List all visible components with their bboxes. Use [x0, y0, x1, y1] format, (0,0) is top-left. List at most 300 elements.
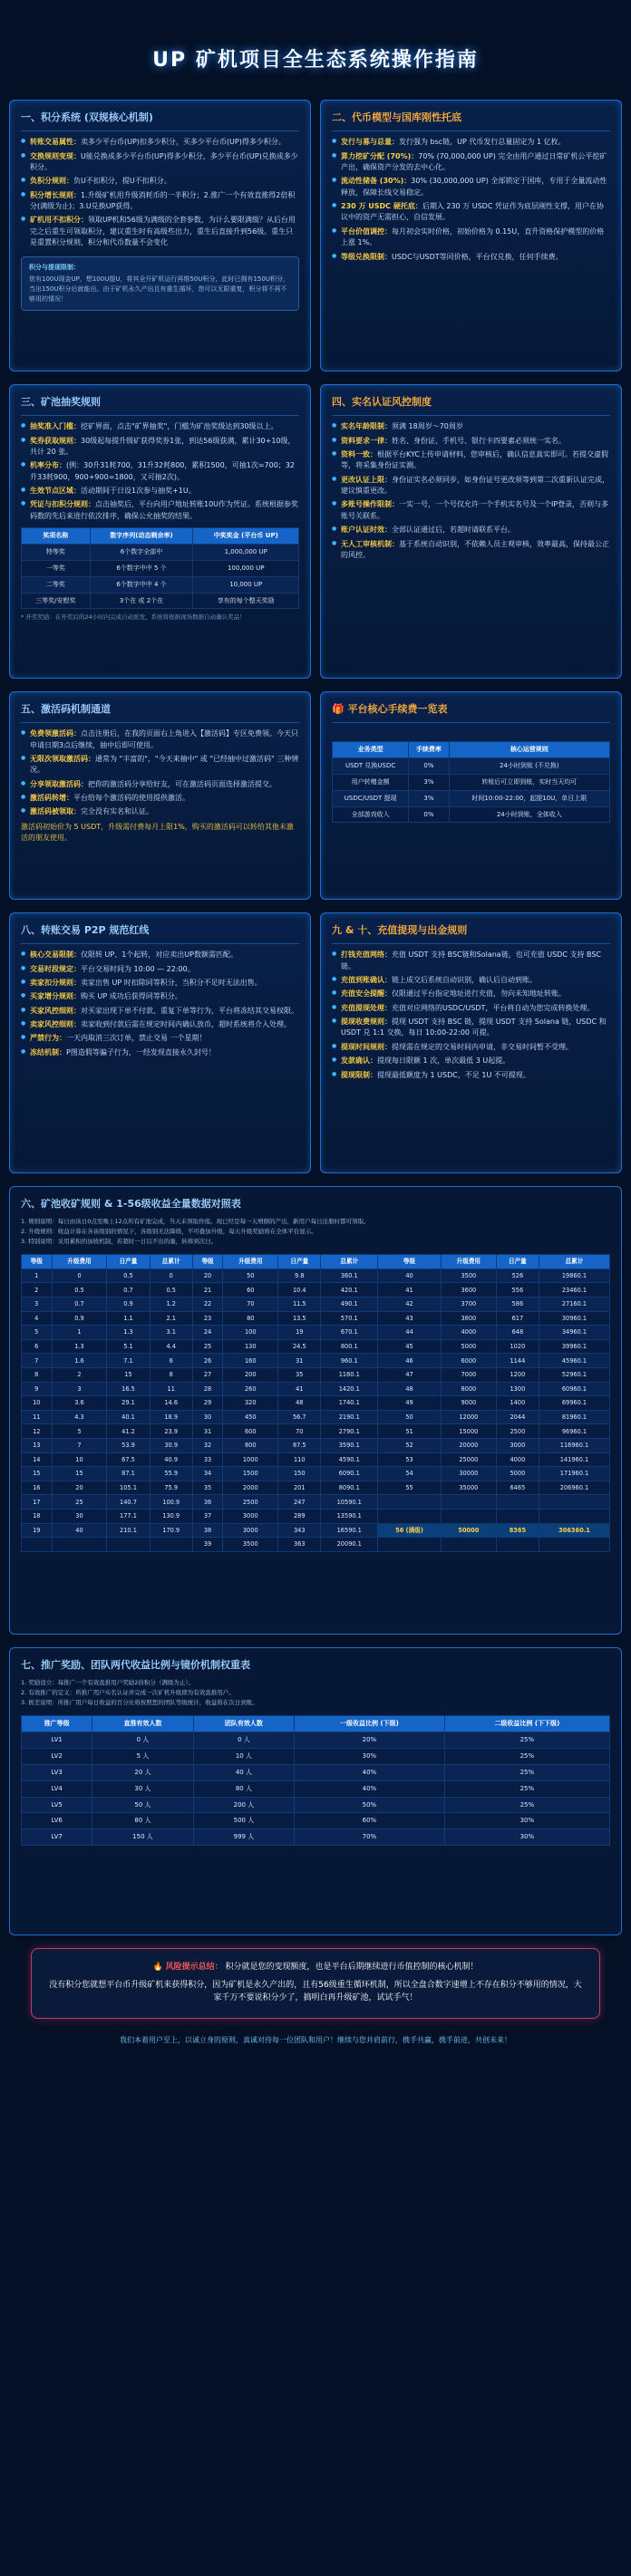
- section-title: 一、积分系统 (双规核心机制): [21, 110, 299, 131]
- table-cell: 600: [223, 1424, 278, 1439]
- table-cell: 3000: [223, 1509, 278, 1523]
- table-cell: 4590.1: [321, 1452, 378, 1467]
- table-cell: 6个数字中中 5 个: [90, 560, 193, 576]
- list-item: [21, 793, 299, 804]
- table-cell: 260: [223, 1382, 278, 1396]
- table-cell: 0 人: [92, 1732, 193, 1749]
- table-row: [333, 757, 610, 774]
- table-cell: 二等奖: [22, 576, 91, 593]
- list-item: [332, 252, 610, 263]
- table-cell: 150 人: [92, 1829, 193, 1846]
- table-cell: 7: [22, 1354, 53, 1368]
- table-cell: 35000: [441, 1481, 496, 1495]
- table-cell: [441, 1538, 496, 1552]
- column-header: 团队有效人数: [193, 1716, 294, 1732]
- table-cell: 150: [278, 1467, 321, 1481]
- table-cell: 20000: [441, 1439, 496, 1453]
- item-key: 等级兑换限制：: [341, 252, 392, 261]
- table-cell: LV6: [22, 1813, 92, 1829]
- description: [21, 1678, 610, 1708]
- table-cell: 55.9: [150, 1467, 192, 1481]
- table-row: [333, 774, 610, 790]
- table-cell: 30.9: [150, 1439, 192, 1453]
- table-row: [22, 1748, 610, 1764]
- item-value: 平台交易时间为 10:00 — 22:00。: [81, 964, 195, 973]
- section-title: 五、激活码机制通道: [21, 701, 299, 723]
- table-row: [22, 560, 299, 576]
- column-header: 日产量: [107, 1255, 150, 1269]
- table-cell: 享有的每个整天奖励: [193, 593, 299, 609]
- table-cell: 29: [192, 1396, 223, 1411]
- table-cell: 130.9: [150, 1509, 192, 1523]
- list-item: [21, 176, 299, 187]
- table-cell: 18.9: [150, 1410, 192, 1424]
- table-cell: 29.1: [107, 1396, 150, 1411]
- table-cell: 6个数字中中 4 个: [90, 576, 193, 593]
- table-cell: 2500: [496, 1424, 539, 1439]
- item-key: 生效节点区域：: [30, 487, 81, 496]
- table-cell: 10590.1: [321, 1495, 378, 1510]
- table-row: [22, 1732, 610, 1749]
- page-title: UP 矿机项目全生态系统操作指南: [152, 49, 479, 72]
- column-header: 二级收益比例 (下下级): [444, 1716, 609, 1732]
- table-cell: 140.7: [107, 1495, 150, 1510]
- column-header: 日产量: [496, 1255, 539, 1269]
- item-value: 1.升级矿机用升级消耗币的一半积分；2.推广一个有效直推得2倍积分(满级为止)；3.U兑换UP获得。: [30, 190, 296, 211]
- list-item: [21, 1006, 299, 1017]
- table-cell: 3.1: [150, 1326, 192, 1340]
- item-value: 点击注册后，在我的页面右上角进入【激活码】专区免费领。今天只申请日期3点后继续，抽中后即可使用。: [30, 729, 298, 749]
- table-cell: 170.9: [150, 1523, 192, 1538]
- table-cell: 3: [52, 1382, 107, 1396]
- section-mining-table: [9, 1186, 622, 1635]
- table-cell: 9.8: [278, 1269, 321, 1283]
- section-kyc: [320, 384, 622, 679]
- item-value: 充值对应网络的USDC/USDT，平台将自动为您完成转换处理。: [392, 1003, 595, 1012]
- table-cell: 80 人: [193, 1780, 294, 1797]
- item-key: 230 万 USDC 硬托底：: [341, 202, 422, 211]
- table-cell: 30%: [295, 1748, 445, 1764]
- item-key: 卖家风控细则：: [30, 1020, 81, 1029]
- table-cell: 41: [278, 1382, 321, 1396]
- item-value: 领取UP机和56级为满级的全套参数，为计么要限满级？从后台用完之后重生可领取积分，建议重生时有高级些出力，重生后直接升到56级。重生只是重置积分规则，积分和代币数量不会变化: [30, 216, 296, 247]
- table-cell: 6个数字全部中: [90, 545, 193, 561]
- item-value: 70% (70,000,000 UP) 完全由用户通过日常矿机公平挖矿产出，确保资产分发的去中心化。: [341, 151, 607, 171]
- item-value: 一实一号，一个号仅允许一个手机实名号及一个IP登录，否则与多账号关联系。: [341, 500, 609, 520]
- table-cell: 34960.1: [539, 1326, 609, 1340]
- table-row: [22, 1829, 610, 1846]
- item-value: 通常为 "丰富的"，"今天来抽中" 或 "已经抽中过激活码" 三种情况。: [30, 754, 299, 775]
- list-item: [21, 806, 299, 817]
- mining-level-table: [21, 1254, 610, 1551]
- table-cell: 24小时到账 (不兑换): [449, 757, 609, 774]
- item-key: 核心交易限制：: [30, 950, 81, 960]
- table-cell: 8365: [496, 1523, 539, 1538]
- list-item: [21, 151, 299, 174]
- list-item: [21, 779, 299, 790]
- table-cell: 4000: [496, 1452, 539, 1467]
- list-item: [332, 1070, 610, 1081]
- table-cell: [496, 1509, 539, 1523]
- table-cell: 8000: [441, 1382, 496, 1396]
- column-header: 一级收益比例 (下级): [295, 1716, 445, 1732]
- list-item: [332, 499, 610, 522]
- table-cell: 40 人: [193, 1764, 294, 1780]
- item-key: 资料要求一律：: [341, 436, 392, 445]
- table-cell: 160: [223, 1354, 278, 1368]
- table-cell: 11.5: [278, 1298, 321, 1312]
- list-item: [332, 137, 610, 148]
- column-header: 中奖奖金 (平台币 UP): [193, 528, 299, 545]
- list-item: [332, 421, 610, 432]
- column-header: 推广等级: [22, 1716, 92, 1732]
- table-cell: 0 人: [193, 1732, 294, 1749]
- table-cell: 20 人: [92, 1764, 193, 1780]
- table-cell: 0%: [409, 757, 449, 774]
- table-cell: 35: [278, 1368, 321, 1383]
- table-cell: 30 人: [92, 1780, 193, 1797]
- table-cell: [539, 1538, 609, 1552]
- table-cell: 50: [378, 1410, 442, 1424]
- table-cell: 1.1: [107, 1311, 150, 1326]
- table-row: [22, 1797, 610, 1813]
- table-cell: LV3: [22, 1764, 92, 1780]
- table-cell: 2790.1: [321, 1424, 378, 1439]
- table-cell: 50 人: [92, 1797, 193, 1813]
- item-value: 挖矿界面，点击"矿界抽奖"，门槛为矿池奖级达到30级以上。: [81, 422, 278, 431]
- table-cell: 2: [52, 1368, 107, 1383]
- table-cell: 105.1: [107, 1481, 150, 1495]
- table-cell: 360.1: [321, 1269, 378, 1283]
- section-title: 六、矿池收矿规则 & 1-56级收益全量数据对照表: [21, 1198, 241, 1211]
- table-cell: 45: [378, 1339, 442, 1354]
- column-header: 等级: [192, 1255, 223, 1269]
- table-cell: 70%: [295, 1829, 445, 1846]
- table-cell: 1: [22, 1269, 53, 1283]
- item-key: 卖家扣分规则：: [30, 978, 81, 987]
- list-item: [21, 754, 299, 777]
- table-cell: 19: [22, 1523, 53, 1538]
- section-lottery: [9, 384, 311, 679]
- table-cell: 32: [192, 1439, 223, 1453]
- table-cell: 16590.1: [321, 1523, 378, 1538]
- table-row: [22, 576, 299, 593]
- table-cell: 5: [22, 1326, 53, 1340]
- bullet-list: [332, 421, 610, 561]
- table-cell: 4.3: [52, 1410, 107, 1424]
- list-item: [332, 201, 610, 224]
- table-row: [22, 1283, 610, 1298]
- table-cell: 24: [192, 1326, 223, 1340]
- table-cell: 3000: [496, 1439, 539, 1453]
- table-cell: 39: [192, 1538, 223, 1552]
- table-row: [22, 1396, 610, 1411]
- table-cell: 617: [496, 1311, 539, 1326]
- table-cell: [107, 1538, 150, 1552]
- table-cell: 56.7: [278, 1410, 321, 1424]
- list-item: [21, 499, 299, 522]
- table-cell: 30960.1: [539, 1311, 609, 1326]
- table-cell: 33: [192, 1452, 223, 1467]
- table-cell: 45960.1: [539, 1354, 609, 1368]
- table-cell: 0.7: [52, 1298, 107, 1312]
- table-cell: 20: [192, 1269, 223, 1283]
- table-cell: 87.5: [278, 1439, 321, 1453]
- table-cell: 20090.1: [321, 1538, 378, 1552]
- section-title-text: 平台核心手续费一览表: [347, 703, 448, 716]
- table-row: [22, 593, 299, 609]
- list-item: [21, 486, 299, 497]
- table-row: [22, 545, 299, 561]
- table-cell: 52960.1: [539, 1368, 609, 1383]
- item-key: 凭证与扣积分规则：: [30, 500, 95, 509]
- table-cell: 25%: [444, 1780, 609, 1797]
- table-cell: 37: [192, 1509, 223, 1523]
- table-cell: 18: [22, 1509, 53, 1523]
- table-cell: 30: [52, 1509, 107, 1523]
- list-item: [332, 1056, 610, 1066]
- table-cell: 0.5: [52, 1283, 107, 1298]
- item-value: 链上成交后系统自动识别，确认后自动到账。: [392, 975, 537, 984]
- table-cell: 用户转赠金额: [333, 774, 409, 790]
- item-key: 奖券获取规则：: [30, 436, 81, 445]
- table-cell: 320: [223, 1396, 278, 1411]
- table-cell: 500 人: [193, 1813, 294, 1829]
- row-4: [9, 912, 622, 1173]
- section-title: 七、推广奖励、团队两代收益比例与镜价机制权重表: [21, 1659, 250, 1672]
- item-key: 发行与募与总量：: [341, 138, 399, 147]
- table-cell: 141960.1: [539, 1452, 609, 1467]
- item-key: 无人工审核机制：: [341, 539, 399, 548]
- table-cell: [496, 1538, 539, 1552]
- table-cell: 31: [278, 1354, 321, 1368]
- table-cell: 3%: [409, 774, 449, 790]
- table-cell: 全部游戏收入: [333, 806, 409, 823]
- list-item: [21, 215, 299, 248]
- column-header: 数字序列(动态剩余率): [90, 528, 193, 545]
- table-cell: 44: [378, 1326, 442, 1340]
- table-cell: 0%: [409, 806, 449, 823]
- table-cell: 25: [52, 1495, 107, 1510]
- table-cell: USDC/USDT 提现: [333, 790, 409, 806]
- table-cell: 19860.1: [539, 1269, 609, 1283]
- description-line: 2. 升级规则：收益计算在各该级别的情况下，各级别无法降级，不可叠加升级，每天升级奖励将在全体平台显示。: [21, 1228, 317, 1236]
- footnote: * 开奖奖励：在开奖后的24小时内完成自动派发，系统将根据现场数据自动确认奖品！: [21, 613, 246, 622]
- table-cell: 38: [192, 1523, 223, 1538]
- risk-line-1: [46, 1962, 585, 1974]
- table-cell: 25000: [441, 1452, 496, 1467]
- list-item: [332, 1017, 610, 1039]
- note-title: 积分与提现限制：: [29, 263, 80, 271]
- item-value: 30% (30,000,000 UP) 全部锁定于国库，专用于全量流动性释放，保障长线交易稳定。: [341, 177, 607, 197]
- table-cell: 1.6: [52, 1354, 107, 1368]
- table-cell: 10.4: [278, 1283, 321, 1298]
- table-cell: 6090.1: [321, 1467, 378, 1481]
- list-item: [332, 176, 610, 198]
- table-cell: 570.1: [321, 1311, 378, 1326]
- table-cell: 55: [378, 1481, 442, 1495]
- fee-table: [332, 741, 610, 823]
- section-fees: [320, 691, 622, 900]
- item-key: 交易时段规定：: [30, 964, 81, 973]
- item-value: 姓名、身份证、手机号、银行卡四要素必须统一实名。: [392, 436, 566, 445]
- table-cell: 22: [192, 1298, 223, 1312]
- row-3: [9, 691, 622, 900]
- row-2: [9, 384, 622, 679]
- list-item: [332, 1042, 610, 1053]
- item-value: 充值 USDT 支持 BSC链和Solana链，也可充值 USDC 支持 BSC 链。: [341, 950, 602, 970]
- table-cell: 25%: [444, 1764, 609, 1780]
- item-key: 激活码被领取：: [30, 807, 81, 816]
- table-cell: 47: [378, 1368, 442, 1383]
- table-cell: 3个在 或 2个在: [90, 593, 193, 609]
- table-cell: [441, 1495, 496, 1510]
- item-value: 卖家收到付款后需在规定时间内确认放币，超时系统将介入处理。: [81, 1020, 291, 1029]
- table-cell: 1.2: [150, 1298, 192, 1312]
- item-key: 交换规则变现：: [30, 151, 81, 160]
- table-cell: 206960.1: [539, 1481, 609, 1495]
- list-item: [21, 137, 299, 148]
- table-cell: 3%: [409, 790, 449, 806]
- table-cell: 8: [150, 1368, 192, 1383]
- table-cell: LV7: [22, 1829, 92, 1846]
- table-cell: 40%: [295, 1764, 445, 1780]
- risk-summary: [31, 1948, 600, 2019]
- column-header: 奖项名称: [22, 528, 91, 545]
- table-row: [22, 1481, 610, 1495]
- table-cell: [539, 1495, 609, 1510]
- table-row: [22, 1424, 610, 1439]
- table-cell: 75.9: [150, 1481, 192, 1495]
- item-key: 买家增分规则：: [30, 992, 81, 1001]
- table-cell: 0.9: [52, 1311, 107, 1326]
- table-cell: 48: [378, 1382, 442, 1396]
- table-cell: 1740.1: [321, 1396, 378, 1411]
- table-cell: 16: [22, 1481, 53, 1495]
- table-cell: 25%: [444, 1732, 609, 1749]
- list-item: [21, 1019, 299, 1030]
- item-value: 每月初会实时价格，初始价格为 0.15U，直升资格保护模型的价格上涨 1%。: [341, 227, 605, 247]
- item-value: 活动期间于日设1次参与抽奖+1U。: [81, 487, 196, 496]
- table-cell: 116960.1: [539, 1439, 609, 1453]
- table-cell: 10: [22, 1396, 53, 1411]
- table-cell: [52, 1538, 107, 1552]
- table-cell: 0.5: [107, 1269, 150, 1283]
- table-cell: 6000: [441, 1354, 496, 1368]
- item-value: 一天内取消三次订单，禁止交易 一个星期！: [66, 1034, 207, 1043]
- section-title: 四、实名认证风控制度: [332, 394, 610, 416]
- list-item: [332, 950, 610, 972]
- table-row: [22, 1538, 610, 1552]
- table-cell: 177.1: [107, 1509, 150, 1523]
- table-cell: LV4: [22, 1780, 92, 1797]
- column-header: 总累计: [539, 1255, 609, 1269]
- table-row: [22, 1439, 610, 1453]
- table-row: [22, 1495, 610, 1510]
- table-cell: 800: [223, 1439, 278, 1453]
- table-cell: 6: [22, 1339, 53, 1354]
- table-cell: 586: [496, 1298, 539, 1312]
- table-cell: 46: [378, 1354, 442, 1368]
- activation-extra: 激活码初始价为 5 USDT，升级需付费每月上限1%，购买的激活码可以转给其他未激活的朋友使用。: [21, 822, 294, 843]
- table-cell: [150, 1538, 192, 1552]
- table-cell: 35: [192, 1481, 223, 1495]
- table-cell: 36: [192, 1495, 223, 1510]
- table-cell: LV5: [22, 1797, 92, 1813]
- list-item: [332, 989, 610, 999]
- table-cell: 40%: [295, 1780, 445, 1797]
- table-cell: 5000: [496, 1467, 539, 1481]
- table-cell: 5000: [441, 1339, 496, 1354]
- table-cell: 4000: [441, 1326, 496, 1340]
- referral-table: [21, 1715, 610, 1846]
- table-row: [22, 1509, 610, 1523]
- note-text: 您有100U现金UP，想100U提U，将其全升矿机运行再维50U积分，此时已拥有150U积分，当出150U积分后就能出。由于矿机永久产出且有重生循环，您可以无限重复，积分将不再不够用的情况！: [29, 275, 289, 304]
- table-cell: 53.9: [107, 1439, 150, 1453]
- item-key: 算力挖矿分配 (70%)：: [341, 151, 419, 160]
- item-key: 提现收费规则：: [341, 1018, 392, 1027]
- item-key: 严禁行为：: [30, 1034, 66, 1043]
- table-cell: 0.5: [150, 1283, 192, 1298]
- table-row: [22, 1452, 610, 1467]
- table-cell: 转账后可立即到账，实时当天均可: [449, 774, 609, 790]
- table-cell: 21: [192, 1283, 223, 1298]
- table-cell: 526: [496, 1269, 539, 1283]
- section-title: 九 & 十、充值提现与出金规则: [332, 922, 610, 944]
- table-cell: 11: [22, 1410, 53, 1424]
- description-line: 1. 规则说明：每日由该日0点至晚上12点所有矿池完成，当天未领取作废。现已经是每一天增额的产出，新用户每日注册时都可领取。: [21, 1218, 370, 1226]
- table-cell: 特等奖: [22, 545, 91, 561]
- item-value: 提现最低额度为 1 USDC，不足 1U 不可提现。: [377, 1070, 530, 1079]
- column-header: 总累计: [150, 1255, 192, 1269]
- item-key: 转账交易属性：: [30, 138, 81, 147]
- item-key: 冻结机制：: [30, 1047, 66, 1056]
- item-key: 平台价值调控：: [341, 227, 392, 236]
- table-cell: 23460.1: [539, 1283, 609, 1298]
- table-cell: 7000: [441, 1368, 496, 1383]
- table-cell: USDT 兑换USDC: [333, 757, 409, 774]
- table-cell: 13590.1: [321, 1509, 378, 1523]
- item-key: 分享领取激活码：: [30, 779, 88, 788]
- list-item: [332, 227, 610, 249]
- section-token-model: [320, 100, 622, 371]
- table-cell: 16.5: [107, 1382, 150, 1396]
- table-header-row: [22, 1716, 610, 1732]
- table-cell: 12: [22, 1424, 53, 1439]
- table-cell: 51: [378, 1424, 442, 1439]
- section-referral: [9, 1647, 622, 1935]
- item-key: 激活码转增：: [30, 794, 73, 803]
- table-cell: 7: [52, 1439, 107, 1453]
- table-cell: 1400: [496, 1396, 539, 1411]
- table-cell: 24小时到账，全体收入: [449, 806, 609, 823]
- table-cell: 3800: [441, 1311, 496, 1326]
- item-value: 身份证实名必须同步，如身份证号更改须等到第二次重新认证完成，建议慎重更改。: [341, 475, 609, 496]
- table-cell: 25: [192, 1339, 223, 1354]
- item-value: 须满 18周岁～70周岁: [392, 422, 463, 431]
- table-cell: 60%: [295, 1813, 445, 1829]
- description-line: 3. 特别说明：采用累积的加收机制，若超时一日以不出的量，转移到次日。: [21, 1238, 218, 1246]
- table-row: [22, 1780, 610, 1797]
- item-key: 多账号操作限制：: [341, 500, 399, 509]
- table-cell: 6: [150, 1354, 192, 1368]
- list-item: [332, 436, 610, 447]
- item-key: 矿机用不扣积分：: [30, 216, 88, 225]
- list-item: [332, 975, 610, 986]
- table-cell: 15: [22, 1467, 53, 1481]
- table-cell: 80: [223, 1311, 278, 1326]
- table-cell: 时间10:00-22:00，起提10U，单日上限: [449, 790, 609, 806]
